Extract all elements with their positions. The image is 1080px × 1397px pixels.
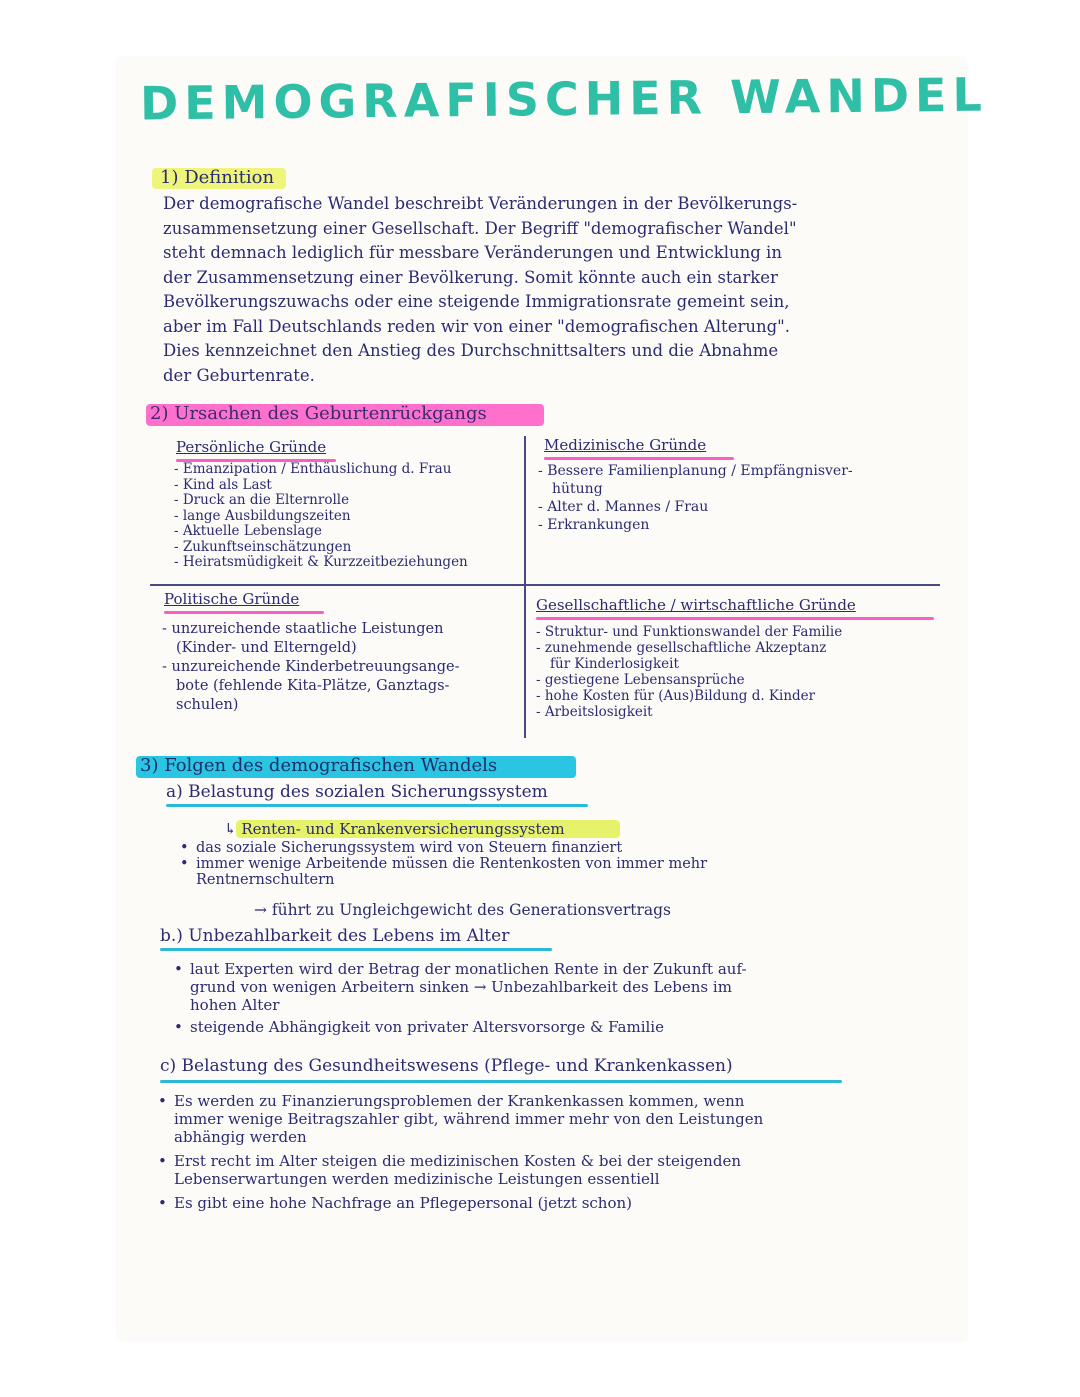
social-underline	[536, 617, 934, 620]
list-item: • steigende Abhängigkeit von privater Altersvorsorge & Familie	[174, 1018, 664, 1036]
definition-line: aber im Fall Deutschlands reden wir von einer "demografischen Alterung".	[163, 316, 790, 336]
page-title: DEMOGRAFISCHER WANDEL	[139, 67, 989, 131]
list-item: - unzureichende Kinderbetreuungsange- bote (fehlende Kita-Plätze, Ganztags- schulen)	[162, 658, 459, 715]
definition-line: der Geburtenrate.	[163, 365, 315, 385]
consequence-c-underline	[160, 1080, 842, 1083]
medical-heading: Medizinische Gründe	[544, 436, 707, 454]
consequence-b-list	[174, 960, 747, 1036]
definition-line: Bevölkerungszuwachs oder eine steigende Immigrationsrate gemeint sein,	[163, 292, 790, 311]
table-divider-horizontal	[150, 584, 940, 586]
list-item: • laut Experten wird der Betrag der monatlichen Rente in der Zukunft auf- grund von wenigen Arbeitern sinken → Unbezahlbarkeit des Lebens im hohen Alter	[174, 960, 747, 1014]
list-item: • Erst recht im Alter steigen die medizinischen Kosten & bei der steigenden Lebenserwartungen werden medizinische Leistungen essentiell	[158, 1152, 741, 1188]
list-item: - Kind als Last	[174, 478, 468, 494]
consequence-b-heading: b.) Unbezahlbarkeit des Lebens im Alter	[160, 926, 510, 946]
list-item: • Es gibt eine hohe Nachfrage an Pflegepersonal (jetzt schon)	[158, 1194, 633, 1212]
list-item: - Zukunftseinschätzungen	[174, 540, 468, 556]
list-item: - gestiegene Lebensansprüche	[536, 672, 842, 688]
table-divider-vertical	[524, 436, 526, 738]
list-item: - Emanzipation / Enthäuslichung d. Frau	[174, 462, 468, 478]
list-item: - hohe Kosten für (Aus)Bildung d. Kinder	[536, 688, 842, 704]
consequence-a-underline	[166, 804, 588, 807]
definition-line: steht demnach lediglich für messbare Veränderungen und Entwicklung in	[163, 243, 782, 262]
list-item: - zunehmende gesellschaftliche Akzeptanz für Kinderlosigkeit	[536, 640, 842, 672]
medical-underline	[544, 457, 734, 460]
definition-line: der Zusammensetzung einer Bevölkerung. Somit könnte auch ein starker	[163, 267, 778, 287]
definition-line: Dies kennzeichnet den Anstieg des Durchschnittsalters und die Abnahme	[163, 341, 779, 360]
definition-paragraph	[163, 192, 797, 388]
consequence-a-list	[180, 840, 708, 888]
personal-list	[174, 462, 468, 571]
list-item: - Aktuelle Lebenslage	[174, 524, 468, 540]
consequence-c-heading: c) Belastung des Gesundheitswesens (Pflege- und Krankenkassen)	[160, 1056, 733, 1076]
consequence-c-list	[158, 1092, 764, 1212]
consequence-b-underline	[160, 948, 552, 951]
definition-line: zusammensetzung einer Gesellschaft. Der Begriff "demografischer Wandel"	[163, 218, 797, 238]
consequence-a-sub: ↳ Renten- und Krankenversicherungssystem	[224, 820, 565, 838]
political-heading: Politische Gründe	[164, 590, 300, 608]
social-list	[536, 624, 842, 720]
personal-heading: Persönliche Gründe	[176, 438, 327, 456]
list-item: - lange Ausbildungszeiten	[174, 509, 468, 525]
list-item: - Arbeitslosigkeit	[536, 704, 842, 720]
list-item: • das soziale Sicherungssystem wird von Steuern finanziert	[180, 840, 623, 856]
political-list	[162, 620, 459, 715]
list-item: - Heiratsmüdigkeit & Kurzzeitbeziehungen	[174, 555, 468, 571]
section2-heading: 2) Ursachen des Geburtenrückgangs	[150, 403, 487, 424]
list-item: - Bessere Familienplanung / Empfängnisver- hütung	[538, 462, 853, 498]
list-item: - Alter d. Mannes / Frau	[538, 498, 853, 516]
social-heading: Gesellschaftliche / wirtschaftliche Gründe	[536, 596, 856, 614]
political-underline	[164, 611, 324, 614]
consequence-a-arrow: → führt zu Ungleichgewicht des Generationsvertrags	[254, 901, 672, 919]
list-item: • immer wenige Arbeitende müssen die Rentenkosten von immer mehr Rentnernschultern	[180, 856, 708, 888]
definition-line: Der demografische Wandel beschreibt Veränderungen in der Bevölkerungs-	[163, 194, 798, 213]
section3-heading: 3) Folgen des demografischen Wandels	[140, 755, 498, 776]
section1-heading: 1) Definition	[160, 167, 275, 188]
list-item: - unzureichende staatliche Leistungen (Kinder- und Elterngeld)	[162, 620, 459, 658]
list-item: • Es werden zu Finanzierungsproblemen der Krankenkassen kommen, wenn immer wenige Beitragszahler gibt, während immer mehr von den Leistungen abhängig werden	[158, 1092, 764, 1146]
medical-list	[538, 462, 853, 534]
list-item: - Erkrankungen	[538, 516, 853, 534]
consequence-a-heading: a) Belastung des sozialen Sicherungssystem	[166, 782, 548, 802]
list-item: - Druck an die Elternrolle	[174, 493, 468, 509]
list-item: - Struktur- und Funktionswandel der Familie	[536, 624, 842, 640]
